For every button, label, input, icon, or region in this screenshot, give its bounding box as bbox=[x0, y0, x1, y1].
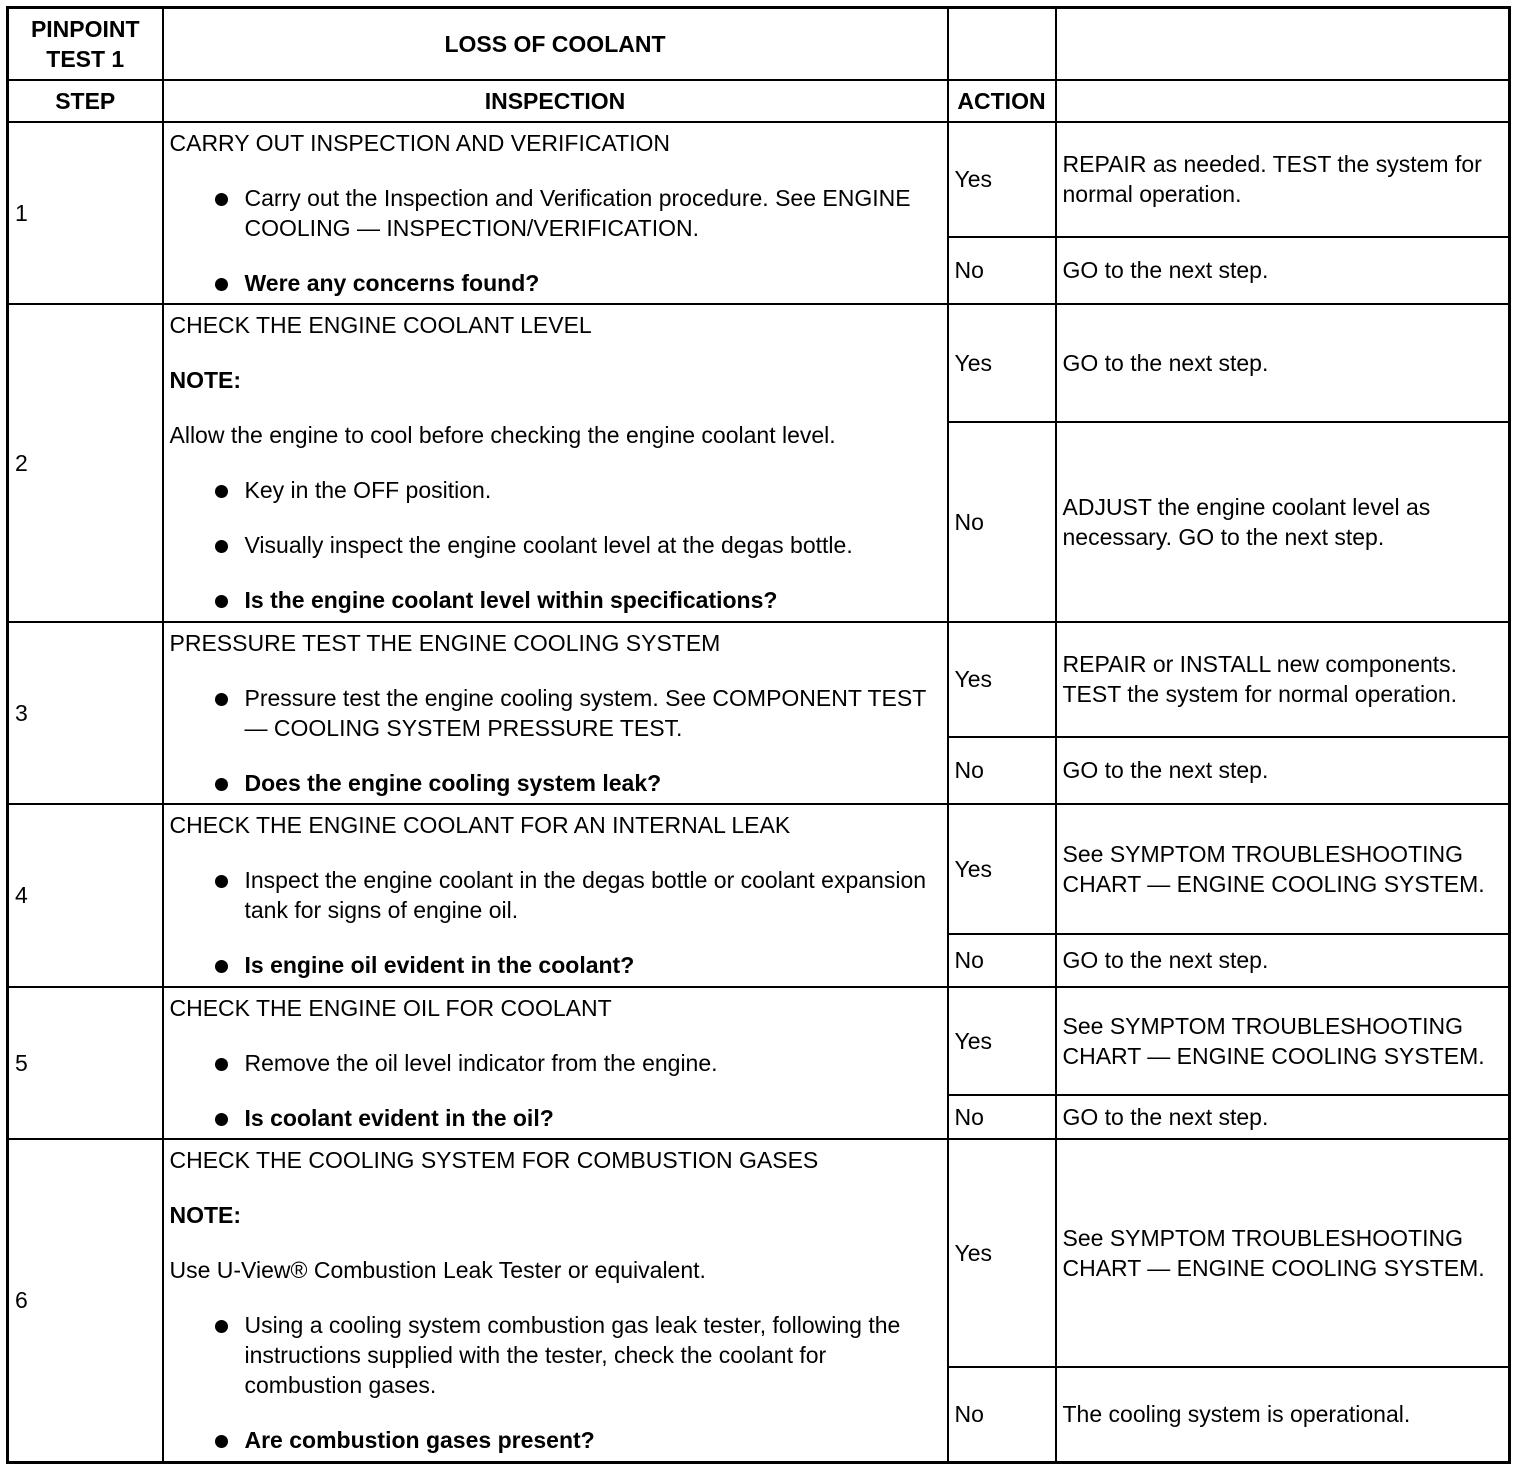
step-question: Is coolant evident in the oil? bbox=[215, 1103, 941, 1133]
answer-no: No bbox=[948, 1095, 1056, 1139]
step-question: Is the engine coolant level within specifications? bbox=[215, 585, 941, 615]
step-question: Is engine oil evident in the coolant? bbox=[215, 950, 941, 980]
answer-no: No bbox=[948, 737, 1056, 804]
answer-yes: Yes bbox=[948, 622, 1056, 737]
answer-yes: Yes bbox=[948, 987, 1056, 1095]
question-list bbox=[170, 768, 941, 798]
bullet-item: Visually inspect the engine coolant level at the degas bottle. bbox=[215, 530, 941, 560]
step-question: Does the engine cooling system leak? bbox=[215, 768, 941, 798]
step-heading: CARRY OUT INSPECTION AND VERIFICATION bbox=[169, 129, 671, 156]
bullet-list bbox=[170, 865, 941, 925]
step-heading: CHECK THE COOLING SYSTEM FOR COMBUSTION GASES bbox=[169, 1147, 819, 1174]
inspection-cell bbox=[163, 122, 948, 304]
inspection-cell bbox=[163, 622, 948, 804]
inspection-cell bbox=[163, 804, 948, 987]
step-number: 3 bbox=[8, 622, 163, 804]
header-empty-cell bbox=[1056, 8, 1510, 80]
column-header-action: ACTION bbox=[948, 80, 1056, 122]
action-yes: GO to the next step. bbox=[1056, 304, 1510, 422]
step-heading: CHECK THE ENGINE COOLANT LEVEL bbox=[169, 312, 592, 338]
action-yes: REPAIR or INSTALL new components. TEST the system for normal operation. bbox=[1056, 622, 1510, 737]
answer-yes: Yes bbox=[948, 1139, 1056, 1367]
action-no: GO to the next step. bbox=[1056, 934, 1510, 987]
step-heading: CHECK THE ENGINE OIL FOR COOLANT bbox=[169, 994, 612, 1021]
bullet-list bbox=[170, 530, 941, 560]
question-list bbox=[170, 585, 941, 615]
note-text: Allow the engine to cool before checking the engine coolant level. bbox=[169, 422, 836, 448]
pinpoint-test-table bbox=[6, 6, 1511, 1464]
action-no: GO to the next step. bbox=[1056, 237, 1510, 304]
question-list bbox=[170, 1425, 941, 1455]
bullet-list bbox=[170, 475, 941, 505]
step-question: Were any concerns found? bbox=[215, 268, 941, 298]
step-number: 4 bbox=[8, 804, 163, 987]
bullet-item: Remove the oil level indicator from the engine. bbox=[215, 1048, 941, 1078]
action-yes: See SYMPTOM TROUBLESHOOTING CHART — ENGINE COOLING SYSTEM. bbox=[1056, 987, 1510, 1095]
bullet-item: Inspect the engine coolant in the degas bottle or coolant expansion tank for signs of engine oil. bbox=[215, 865, 941, 925]
step-question: Are combustion gases present? bbox=[215, 1425, 941, 1455]
header-empty-cell bbox=[948, 8, 1056, 80]
answer-yes: Yes bbox=[948, 122, 1056, 237]
note-label: NOTE: bbox=[169, 1202, 242, 1229]
inspection-cell bbox=[163, 1139, 948, 1463]
step-heading: CHECK THE ENGINE COOLANT FOR AN INTERNAL LEAK bbox=[169, 812, 791, 838]
bullet-item: Key in the OFF position. bbox=[215, 475, 941, 505]
header-empty-cell bbox=[1056, 80, 1510, 122]
bullet-item: Using a cooling system combustion gas leak tester, following the instructions supplied with the tester, check the coolant for combustion gases. bbox=[215, 1310, 941, 1400]
column-header-step: STEP bbox=[8, 80, 163, 122]
step-heading: PRESSURE TEST THE ENGINE COOLING SYSTEM bbox=[169, 629, 721, 656]
answer-no: No bbox=[948, 422, 1056, 622]
question-list bbox=[170, 268, 941, 298]
step-number: 6 bbox=[8, 1139, 163, 1463]
step-number: 5 bbox=[8, 987, 163, 1139]
answer-yes: Yes bbox=[948, 304, 1056, 422]
step-number: 2 bbox=[8, 304, 163, 622]
note-label: NOTE: bbox=[169, 367, 242, 393]
action-no: GO to the next step. bbox=[1056, 737, 1510, 804]
action-no: The cooling system is operational. bbox=[1056, 1367, 1510, 1463]
action-yes: REPAIR as needed. TEST the system for normal operation. bbox=[1056, 122, 1510, 237]
test-label: PINPOINT TEST 1 bbox=[8, 8, 163, 80]
answer-no: No bbox=[948, 934, 1056, 987]
table-title: LOSS OF COOLANT bbox=[163, 8, 948, 80]
question-list bbox=[170, 1103, 941, 1133]
bullet-item: Pressure test the engine cooling system. See COMPONENT TEST — COOLING SYSTEM PRESSURE TEST. bbox=[215, 683, 941, 743]
answer-yes: Yes bbox=[948, 804, 1056, 934]
bullet-list bbox=[170, 1048, 941, 1078]
action-yes: See SYMPTOM TROUBLESHOOTING CHART — ENGINE COOLING SYSTEM. bbox=[1056, 1139, 1510, 1367]
bullet-item: Carry out the Inspection and Verification procedure. See ENGINE COOLING — INSPECTION/VERIFICATION. bbox=[215, 183, 941, 243]
action-no: ADJUST the engine coolant level as necessary. GO to the next step. bbox=[1056, 422, 1510, 622]
action-no: GO to the next step. bbox=[1056, 1095, 1510, 1139]
answer-no: No bbox=[948, 1367, 1056, 1463]
column-header-inspection: INSPECTION bbox=[163, 80, 948, 122]
bullet-list bbox=[170, 683, 941, 743]
inspection-cell bbox=[163, 987, 948, 1139]
inspection-cell bbox=[163, 304, 948, 622]
action-yes: See SYMPTOM TROUBLESHOOTING CHART — ENGINE COOLING SYSTEM. bbox=[1056, 804, 1510, 934]
bullet-list bbox=[170, 1310, 941, 1400]
bullet-list bbox=[170, 183, 941, 243]
question-list bbox=[170, 950, 941, 980]
note-text: Use U-View® Combustion Leak Tester or equivalent. bbox=[169, 1257, 706, 1284]
answer-no: No bbox=[948, 237, 1056, 304]
step-number: 1 bbox=[8, 122, 163, 304]
